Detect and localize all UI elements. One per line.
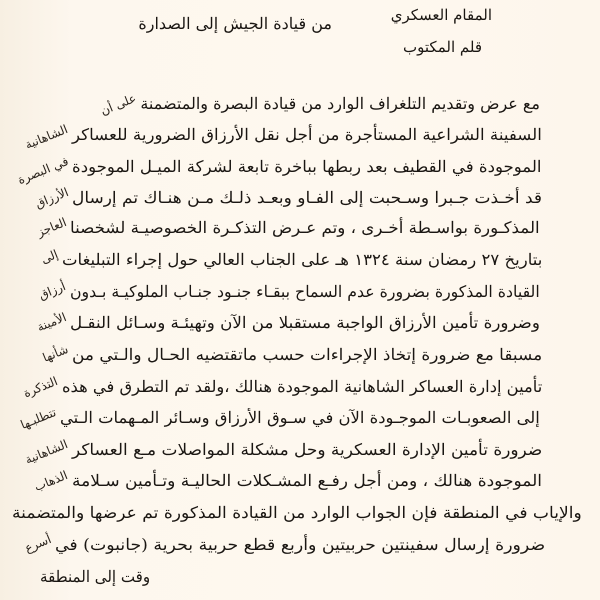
body-line: وضرورة تأمين الأرزاق الواجبة مستقبلا من الآن وتهيئـة وسـائل النقـل (70, 313, 540, 332)
margin-continuation: الشاهانية (23, 122, 70, 152)
body-line: والإياب في المنطقة فإن الجواب الوارد من القيادة المذكورة تم عرضها والمتضمنة (12, 503, 582, 522)
body-line: المذكـورة بواسـطة أخـرى ، وتم عـرض التذكـرة الخصوصيـة لشخصنا (70, 218, 540, 237)
margin-continuation: الذهاب (32, 468, 70, 494)
margin-continuation: شأنها (40, 342, 70, 365)
margin-continuation: إلى (38, 247, 60, 267)
body-line: القيادة المذكورة بضرورة عدم السماح ببقـاء جنـود جنـاب الملوكيـة بـدون (70, 282, 540, 301)
bureau-heading: قلم المكتوب (403, 38, 482, 56)
margin-continuation: تتطلبـها (18, 405, 58, 432)
margin-continuation: في البصرة (15, 154, 71, 188)
margin-continuation: الأمينة (34, 310, 68, 335)
body-line: إلى الصعوبـات الموجـودة الآن في سـوق الأرزاق وسـائر المـهمات الـتي (60, 408, 540, 427)
body-line: السفينة الشراعية المستأجرة من أجل نقل الأرزاق الضرورية للعساكر (72, 125, 542, 144)
margin-continuation: العاجز (34, 215, 68, 240)
body-line: الموجودة هنالك ، ومن أجل رفـع المشـكلات الحاليـة وتـأمين سـلامة (71, 471, 542, 490)
body-line: وقت إلى المنطقة (39, 567, 150, 586)
margin-continuation: أرزاق (37, 279, 68, 303)
body-line: الموجودة في القطيف بعد ربطها بباخرة تابعة لشركة الميـل الموجودة (72, 157, 542, 176)
body-line: مسبقا مع ضرورة إتخاذ الإجراءات حسب ماتقتضيه الحـال والـتي من (71, 345, 542, 364)
body-line: تأمين إدارة العساكر الشاهانية الموجودة هنالك ،ولقد تم التطرق في هذه (61, 377, 542, 396)
body-line: مع عرض وتقديم التلغراف الوارد من قيادة البصرة والمتضمنة (140, 94, 540, 113)
body-line: ضرورة تأمين الإدارة العسكرية وحل مشكلة المواصلات مـع العساكر (71, 440, 542, 459)
margin-continuation: التذكرة (21, 374, 60, 401)
body-line: بتاريخ ٢٧ رمضان سنة ١٣٢٤ هـ على الجناب العالي حول إجراء التبليغات (61, 250, 542, 269)
margin-continuation: أسرع (22, 532, 53, 556)
body-line: قد أخـذت جـبرا وسـحبت إلى الفـاو وبعـد ذلـك مـن هنـاك تم إرسال (71, 188, 542, 207)
body-line: ضرورة إرسال سفينتين حربيتين وأربع قطع حربية بحرية (جانبوت) في (54, 535, 545, 554)
margin-continuation: الأرزاق (32, 185, 70, 211)
margin-continuation: الشاهانية (23, 437, 70, 467)
office-heading: المقام العسكري (390, 6, 492, 24)
margin-continuation: على أن (98, 91, 138, 118)
document-title: من قيادة الجيش إلى الصدارة (138, 14, 332, 33)
